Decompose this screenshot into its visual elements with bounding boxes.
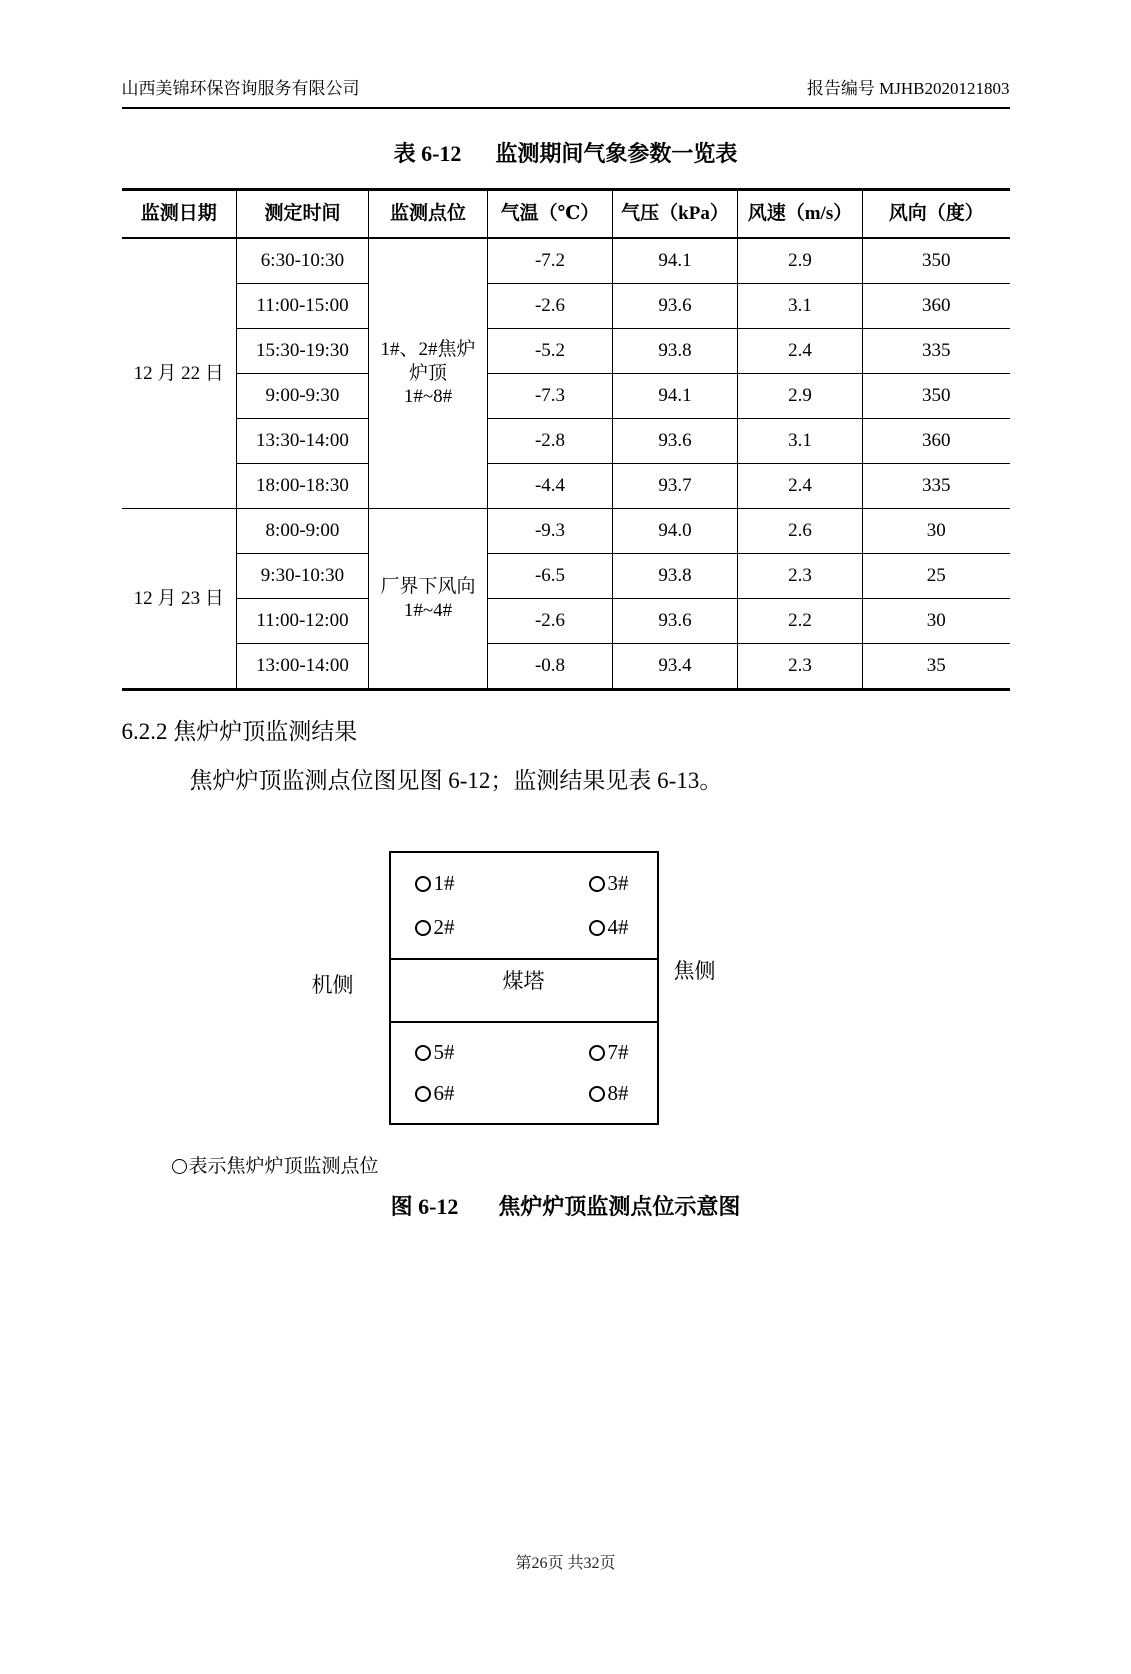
table-row [122, 554, 1010, 599]
col-header-date: 监测日期 [122, 190, 237, 239]
point-marker-icon [589, 1086, 605, 1102]
col-header-wind-dir: 风向（度） [863, 190, 1010, 239]
wind-dir-cell: 35 [863, 644, 1010, 690]
time-cell: 11:00-15:00 [237, 284, 369, 329]
point-marker-icon [415, 876, 431, 892]
wind-dir-cell: 360 [863, 419, 1010, 464]
site-line: 炉顶 [408, 362, 447, 384]
pressure-cell: 94.1 [613, 374, 738, 419]
wind-speed-cell: 2.4 [738, 464, 863, 509]
wind-speed-cell: 2.6 [738, 509, 863, 554]
wind-speed-cell: 2.9 [738, 374, 863, 419]
wind-speed-cell: 3.1 [738, 419, 863, 464]
temp-cell: -9.3 [488, 509, 613, 554]
page-content [122, 74, 1010, 1221]
point-marker-icon [415, 1045, 431, 1061]
pressure-cell: 93.8 [613, 554, 738, 599]
temp-cell: -7.2 [488, 238, 613, 284]
monitor-point-4 [524, 915, 657, 940]
pressure-cell: 93.6 [613, 284, 738, 329]
point-label: 3# [607, 871, 629, 896]
table-row [122, 464, 1010, 509]
point-label: 8# [607, 1081, 629, 1106]
site-line: 1#~8# [403, 386, 453, 408]
time-cell: 8:00-9:00 [237, 509, 369, 554]
table-row [122, 374, 1010, 419]
figure-6-12 [122, 851, 1010, 1127]
machine-side-label: 机侧 [311, 973, 354, 997]
time-cell: 6:30-10:30 [237, 238, 369, 284]
page-footer: 第26页 共32页 [515, 1555, 616, 1572]
point-label: 2# [433, 914, 455, 939]
wind-speed-cell: 2.3 [738, 554, 863, 599]
wind-dir-cell: 30 [863, 599, 1010, 644]
point-label: 7# [607, 1039, 629, 1064]
wind-dir-cell: 360 [863, 284, 1010, 329]
pressure-cell: 94.1 [613, 238, 738, 284]
point-marker-icon [172, 1159, 187, 1174]
coal-tower-label: 煤塔 [502, 969, 545, 993]
coal-tower-section [391, 960, 657, 1023]
figure-legend [122, 1151, 1010, 1178]
coke-oven-roof-diagram [389, 851, 659, 1125]
wind-speed-cell: 2.3 [738, 644, 863, 690]
date-cell: 12 月 23 日 [122, 509, 237, 690]
pressure-cell: 93.7 [613, 464, 738, 509]
point-marker-icon [415, 920, 431, 936]
document-header [122, 74, 1010, 109]
point-row [391, 1081, 657, 1106]
temp-cell: -5.2 [488, 329, 613, 374]
wind-dir-cell: 25 [863, 554, 1010, 599]
point-marker-icon [589, 920, 605, 936]
section-paragraph: 焦炉炉顶监测点位图见图 6-12；监测结果见表 6-13。 [189, 768, 723, 793]
table-row [122, 644, 1010, 690]
temp-cell: -2.6 [488, 284, 613, 329]
site-line: 1#~4# [403, 599, 453, 621]
wind-speed-cell: 2.2 [738, 599, 863, 644]
temp-cell: -4.4 [488, 464, 613, 509]
point-marker-icon [415, 1086, 431, 1102]
site-line: 厂界下风向 [380, 575, 476, 597]
table-title [122, 137, 1010, 168]
temp-cell: -7.3 [488, 374, 613, 419]
date-cell: 12 月 22 日 [122, 238, 237, 509]
point-label: 4# [607, 914, 629, 939]
legend-text: 表示焦炉炉顶监测点位 [188, 1156, 379, 1177]
wind-dir-cell: 335 [863, 464, 1010, 509]
table-row [122, 284, 1010, 329]
site-cell [369, 509, 488, 690]
monitor-point-7 [524, 1040, 657, 1065]
figure-caption [122, 1190, 1010, 1221]
wind-dir-cell: 350 [863, 238, 1010, 284]
table-row [122, 329, 1010, 374]
wind-dir-cell: 350 [863, 374, 1010, 419]
figure-number: 图 6-12 [390, 1194, 459, 1219]
col-header-temp: 气温（℃） [488, 190, 613, 239]
section-heading: 6.2.2 焦炉炉顶监测结果 [121, 719, 358, 744]
wind-speed-cell: 2.9 [738, 238, 863, 284]
point-row [391, 915, 657, 940]
table-header-row [122, 190, 1010, 239]
time-cell: 9:30-10:30 [237, 554, 369, 599]
pressure-cell: 93.8 [613, 329, 738, 374]
oven-section-bottom [391, 1023, 657, 1123]
pressure-cell: 93.6 [613, 599, 738, 644]
wind-dir-cell: 30 [863, 509, 1010, 554]
time-cell: 13:00-14:00 [237, 644, 369, 690]
wind-speed-cell: 2.4 [738, 329, 863, 374]
wind-speed-cell: 3.1 [738, 284, 863, 329]
point-row [391, 1040, 657, 1065]
col-header-time: 测定时间 [237, 190, 369, 239]
point-row [391, 871, 657, 896]
site-line: 1#、2#焦炉 [380, 338, 476, 360]
temp-cell: -6.5 [488, 554, 613, 599]
monitor-point-5 [391, 1040, 524, 1065]
temp-cell: -2.6 [488, 599, 613, 644]
table-row [122, 599, 1010, 644]
figure-caption-text: 焦炉炉顶监测点位示意图 [498, 1194, 741, 1219]
pressure-cell: 93.4 [613, 644, 738, 690]
time-cell: 9:00-9:30 [237, 374, 369, 419]
point-label: 1# [433, 871, 455, 896]
point-marker-icon [589, 1045, 605, 1061]
time-cell: 13:30-14:00 [237, 419, 369, 464]
point-label: 6# [433, 1081, 455, 1106]
table-row [122, 238, 1010, 284]
monitor-point-3 [524, 871, 657, 896]
table-number: 表 6-12 [393, 141, 462, 166]
oven-section-top [391, 853, 657, 960]
point-marker-icon [589, 876, 605, 892]
pressure-cell: 94.0 [613, 509, 738, 554]
col-header-site: 监测点位 [369, 190, 488, 239]
site-cell [369, 238, 488, 509]
table-row [122, 509, 1010, 554]
monitor-point-6 [391, 1081, 524, 1106]
weather-parameters-table [122, 188, 1010, 691]
temp-cell: -2.8 [488, 419, 613, 464]
time-cell: 15:30-19:30 [237, 329, 369, 374]
monitor-point-8 [524, 1081, 657, 1106]
pressure-cell: 93.6 [613, 419, 738, 464]
table-title-text: 监测期间气象参数一览表 [495, 141, 738, 166]
time-cell: 18:00-18:30 [237, 464, 369, 509]
col-header-pressure: 气压（kPa） [613, 190, 738, 239]
time-cell: 11:00-12:00 [237, 599, 369, 644]
table-row [122, 419, 1010, 464]
temp-cell: -0.8 [488, 644, 613, 690]
col-header-wind-speed: 风速（m/s） [738, 190, 863, 239]
wind-dir-cell: 335 [863, 329, 1010, 374]
point-label: 5# [433, 1039, 455, 1064]
monitor-point-2 [391, 915, 524, 940]
monitor-point-1 [391, 871, 524, 896]
report-number: 报告编号 MJHB2020121803 [806, 79, 1010, 98]
company-name: 山西美锦环保咨询服务有限公司 [121, 79, 360, 98]
coke-side-label: 焦侧 [673, 959, 716, 983]
